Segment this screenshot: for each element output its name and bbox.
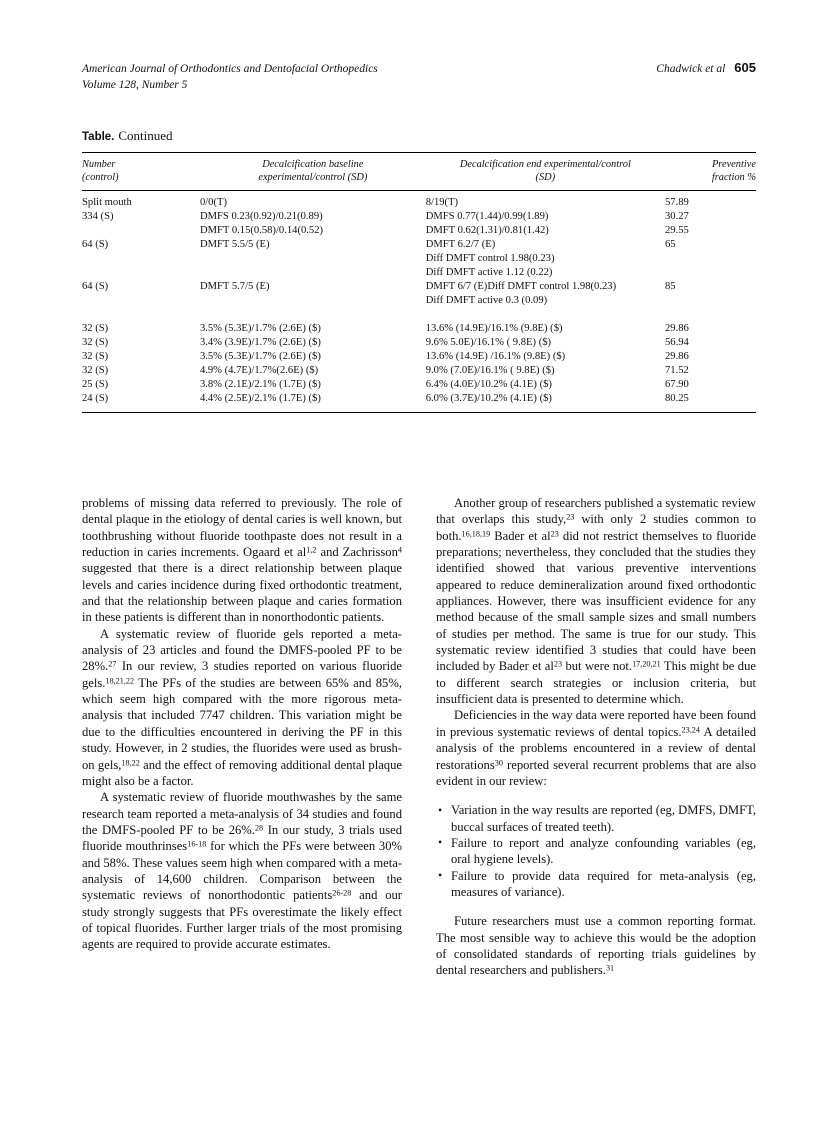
cell-preventive-fraction	[665, 294, 756, 308]
para-text: with only 2 studies common to both.	[436, 512, 756, 543]
column-header-baseline-line2: experimental/control (SD)	[258, 172, 368, 183]
paragraph-deficiencies	[436, 707, 756, 789]
cell-baseline: 3.8% (2.1E)/2.1% (1.7E) ($)	[199, 379, 321, 390]
para-text: A detailed analysis of the problems encountered in a review of dental restorations	[436, 724, 756, 772]
table-caption-label: Table.	[82, 131, 115, 143]
cell-baseline: DMFT 5.5/5 (E)	[199, 239, 270, 250]
cell-preventive-fraction: 29.86	[664, 323, 689, 334]
page-number: 605	[734, 60, 756, 75]
table-header	[82, 153, 756, 191]
para-text: reported several recurrent problems that are also evident in our review:	[436, 757, 756, 788]
column-header-decalcification-end	[426, 153, 665, 191]
para-text: A systematic review of fluoride gels reported a meta-analysis of 23 articles and found the DMFS-pooled PF to be 28%.	[82, 626, 402, 674]
para-text: suggested that there is a direct relationship between plaque levels and caries incidence during fixed orthodontic treatment, and that the relationship between plaque and caries formation in these patients is different than in nonorthodontic patients.	[82, 561, 402, 625]
cell-number	[82, 224, 200, 238]
table-row	[82, 364, 756, 378]
cell-end: 9.0% (7.0E)/16.1% ( 9.8E) ($)	[425, 365, 555, 376]
cell-number: 334 (S)	[82, 211, 114, 222]
list-item-text: Variation in the way results are reported (eg, DMFS, DMFT, buccal surfaces of treated teeth).	[451, 803, 756, 834]
table-spacer-row	[82, 308, 756, 322]
table-row	[82, 322, 756, 336]
column-header-number-line1: Number	[82, 159, 116, 170]
para-text: and the effect of removing additional dental plaque might also be a factor.	[82, 757, 402, 788]
cell-spacer	[82, 308, 200, 322]
cell-end: DMFT 0.62(1.31)/0.81(1.42)	[425, 225, 549, 236]
cell-preventive-fraction: 85	[664, 281, 676, 292]
cell-end: 13.6% (14.9E) /16.1% (9.8E) ($)	[425, 351, 566, 362]
para-text: This might be due to different search strategies or inclusion criteria, but insufficient data is presented to determine which.	[436, 659, 756, 707]
list-item-text: Failure to report and analyze confounding variables (eg, oral hygiene levels).	[451, 835, 756, 867]
para-text: and Zachrisson	[316, 545, 398, 560]
cell-number: 32 (S)	[82, 351, 109, 362]
table-row	[82, 191, 756, 211]
cell-baseline: DMFS 0.23(0.92)/0.21(0.89)	[199, 211, 323, 222]
table-row	[82, 252, 756, 266]
citation-ref: 26-28	[332, 888, 352, 898]
cell-baseline	[200, 252, 426, 266]
cell-number	[82, 252, 200, 266]
cell-number: 25 (S)	[82, 379, 109, 390]
table-row	[82, 378, 756, 392]
cell-end: 6.4% (4.0E)/10.2% (4.1E) ($)	[425, 379, 552, 390]
citation-ref: 23	[566, 512, 575, 522]
list-item	[438, 802, 756, 835]
cell-preventive-fraction: 57.89	[664, 197, 689, 208]
cell-end: 6.0% (3.7E)/10.2% (4.1E) ($)	[425, 393, 552, 404]
cell-end: 13.6% (14.9E)/16.1% (9.8E) ($)	[425, 323, 563, 334]
para-text: but were not.	[562, 659, 633, 674]
column-header-preventive-fraction	[665, 153, 756, 191]
table-row	[82, 294, 756, 308]
list-item	[438, 868, 756, 901]
cell-baseline: 3.5% (5.3E)/1.7% (2.6E) ($)	[199, 323, 321, 334]
cell-preventive-fraction: 80.25	[664, 393, 689, 404]
cell-baseline: 4.4% (2.5E)/2.1% (1.7E) ($)	[199, 393, 321, 404]
citation-ref: 1,2	[306, 545, 317, 555]
cell-spacer	[200, 308, 426, 322]
table-row	[82, 224, 756, 238]
citation-ref: 30	[494, 758, 503, 768]
para-text: for which the PFs were between 30% and 58%. These values seem high when compared with a meta-analysis of 14,600 children. Comparison between the systematic reviews of nonorthodontic patients	[82, 839, 402, 903]
cell-spacer	[426, 308, 665, 322]
cell-number: 32 (S)	[82, 365, 109, 376]
para-text: did not restrict themselves to fluoride preparations; nevertheless, they concluded that the studies they identified showed that various preventive interventions appeared to reduce demineralization around fixed orthodontic appliances. However, there was insufficient evidence for any method because of the small sample sizes and small numbers of studies per method. The same is true for our study. This systematic review identified 3 studies that could have been included by Bader et al	[436, 528, 756, 674]
bullet-icon: •	[438, 835, 443, 850]
table-row	[82, 336, 756, 350]
para-text: In our review, 3 studies reported on various fluoride gels.	[82, 659, 402, 690]
running-head-volume-issue: Volume 128, Number 5	[82, 78, 188, 91]
table-bottom-rule	[82, 412, 756, 413]
column-header-end-line1: Decalcification end experimental/control	[459, 159, 631, 170]
table-row	[82, 350, 756, 364]
cell-preventive-fraction: 67.90	[664, 379, 689, 390]
citation-ref: 23	[553, 660, 563, 669]
para-text: problems of missing data referred to previously. The role of dental plaque in the etiology of dental caries is well known, but toothbrushing without fluoride toothpaste does not result in a reduction in caries increments. Ogaard et al	[82, 496, 402, 560]
cell-number: 32 (S)	[82, 337, 109, 348]
citation-ref: 31	[605, 963, 615, 973]
cell-number: 24 (S)	[82, 393, 109, 404]
table-caption	[82, 128, 756, 144]
citation-ref: 23	[550, 529, 559, 539]
citation-ref: 16-18	[187, 839, 207, 849]
cell-number: 32 (S)	[82, 323, 109, 334]
citation-ref: 28	[254, 823, 264, 833]
cell-end: DMFT 6.2/7 (E)	[425, 239, 496, 250]
citation-ref: 27	[108, 660, 117, 669]
cell-preventive-fraction: 56.94	[664, 337, 689, 348]
citation-ref: 18,22	[121, 758, 140, 768]
table-header-row	[82, 153, 756, 191]
cell-end: 9.6% 5.0E)/16.1% ( 9.8E) ($)	[425, 337, 552, 348]
table-body	[82, 191, 756, 407]
para-text: In our study, 3 trials used fluoride mouthrinses	[82, 822, 403, 854]
paragraph-future-researchers	[436, 913, 756, 978]
column-header-number	[82, 153, 200, 191]
cell-baseline	[200, 266, 426, 280]
article-body	[82, 495, 756, 979]
para-text: The PFs of the studies are between 65% and 85%, which seem high compared with the more rigorous meta-analysis that included 7747 children. This variation might be due to the difficulties encountered in deriving the PF in this study. However, in 2 studies, the fluorides were used as brush-on gels,	[82, 675, 402, 772]
paragraph-fluoride-gels	[82, 626, 402, 789]
cell-end: DMFT 6/7 (E)Diff DMFT control 1.98(0.23)	[425, 281, 617, 292]
cell-number	[82, 266, 200, 280]
table-row	[82, 392, 756, 406]
running-head-authors: Chadwick et al	[656, 63, 726, 75]
column-header-end-line2: (SD)	[535, 172, 556, 183]
cell-baseline	[200, 294, 426, 308]
cell-number: 64 (S)	[82, 281, 109, 292]
recurrent-problems-list	[436, 802, 756, 900]
cell-preventive-fraction: 29.86	[664, 351, 689, 362]
cell-number: Split mouth	[82, 197, 132, 208]
para-text: Bader et al	[490, 528, 551, 543]
running-head	[82, 60, 756, 93]
para-text: A systematic review of fluoride mouthwashes by the same research team reported a meta-analysis of 34 studies and found the DMFS-pooled PF to be 26%.	[82, 790, 402, 837]
decalcification-data-table	[82, 152, 756, 406]
bullet-icon: •	[438, 868, 443, 883]
table-row	[82, 280, 756, 294]
paragraph-missing-data	[82, 495, 402, 626]
cell-baseline: 3.4% (3.9E)/1.7% (2.6E) ($)	[199, 337, 321, 348]
citation-ref: 17,20,21	[632, 660, 661, 669]
bullet-icon: •	[438, 802, 443, 817]
paragraph-another-group	[436, 495, 756, 707]
para-text: Another group of researchers published a systematic review that overlaps this study,	[436, 496, 756, 527]
cell-preventive-fraction: 30.27	[664, 211, 689, 222]
cell-baseline: DMFT 5.7/5 (E)	[199, 281, 270, 292]
citation-ref: 23,24	[681, 725, 700, 735]
table-block	[82, 128, 756, 413]
citation-ref: 18,21,22	[105, 676, 135, 686]
paragraph-fluoride-mouthwashes	[82, 789, 402, 952]
cell-number	[82, 294, 200, 308]
citation-ref: 16,18,19	[461, 529, 491, 539]
table-row	[82, 210, 756, 224]
cell-preventive-fraction: 71.52	[664, 365, 689, 376]
cell-end: 8/19(T)	[425, 197, 459, 208]
cell-preventive-fraction	[665, 266, 756, 280]
column-header-number-line2: (control)	[82, 172, 119, 183]
para-text: Deficiencies in the way data were reported have been found in previous systematic reviews of dental topics.	[436, 708, 756, 739]
para-text: Future researchers must use a common reporting format. The most sensible way to achieve this would be the adoption of consolidated standards of reporting trials guidelines by dental researchers and publishers.	[436, 914, 756, 978]
table-row	[82, 266, 756, 280]
cell-end: Diff DMFT active 1.12 (0.22)	[425, 267, 553, 278]
list-item-text: Failure to provide data required for meta-analysis (eg, measures of variance).	[451, 868, 756, 899]
body-column-right	[436, 495, 756, 979]
cell-baseline: 3.5% (5.3E)/1.7% (2.6E) ($)	[199, 351, 321, 362]
column-header-baseline-line1: Decalcification baseline	[262, 159, 364, 170]
table-row	[82, 238, 756, 252]
cell-spacer	[665, 308, 756, 322]
cell-end: Diff DMFT control 1.98(0.23)	[425, 253, 555, 264]
cell-preventive-fraction	[665, 252, 756, 266]
table-caption-continued: Continued	[118, 128, 173, 143]
cell-end: Diff DMFT active 0.3 (0.09)	[425, 295, 548, 306]
running-head-journal: American Journal of Orthodontics and Dentofacial Orthopedics	[82, 63, 378, 75]
citation-ref: 4	[397, 545, 402, 555]
cell-preventive-fraction: 65	[664, 239, 676, 250]
column-header-pf-line1: Preventive	[711, 159, 756, 170]
column-header-decalcification-baseline	[200, 153, 426, 191]
para-text: and our study strongly suggests that PFs overestimate the likely effect of topical fluorides. Further larger trials of the most promising agents are required to provide accurate estimates.	[82, 888, 402, 952]
list-item	[438, 835, 756, 868]
cell-baseline: DMFT 0.15(0.58)/0.14(0.52)	[199, 225, 324, 236]
cell-end: DMFS 0.77(1.44)/0.99(1.89)	[425, 211, 549, 222]
column-header-pf-line2: fraction %	[711, 172, 756, 183]
cell-number: 64 (S)	[82, 239, 109, 250]
cell-preventive-fraction: 29.55	[664, 225, 689, 236]
body-column-left	[82, 495, 402, 979]
cell-baseline: 4.9% (4.7E)/1.7%(2.6E) ($)	[199, 365, 319, 376]
cell-baseline: 0/0(T)	[199, 197, 228, 208]
